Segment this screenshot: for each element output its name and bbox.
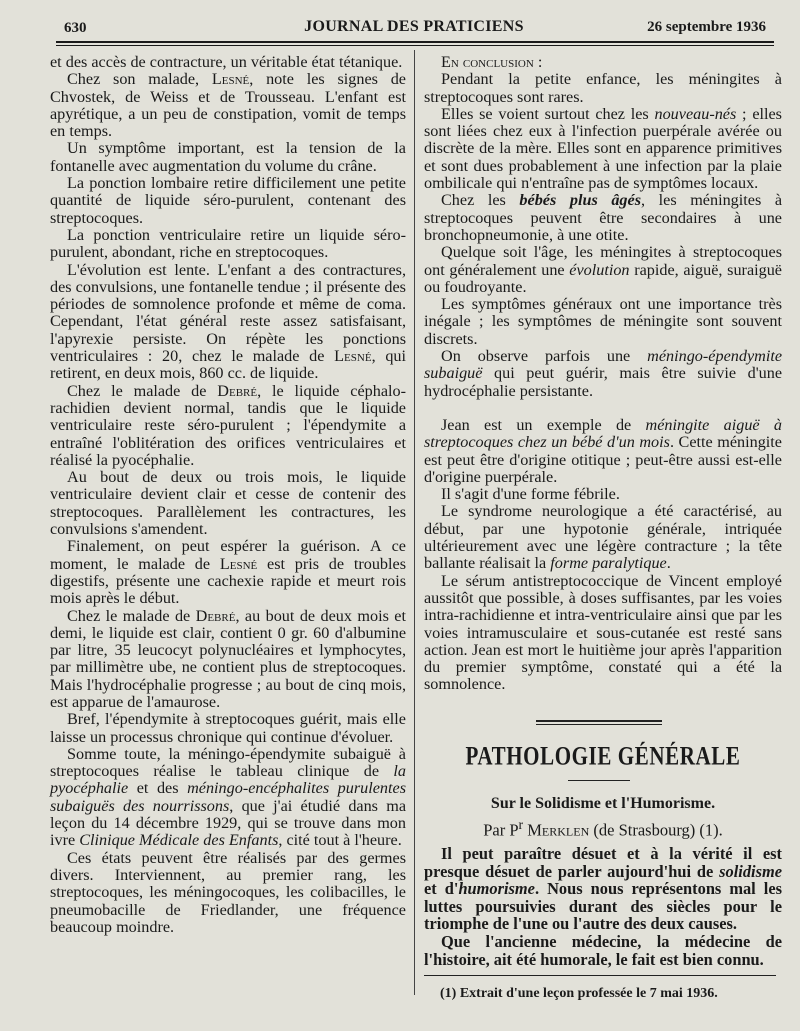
- conclusion-heading: En conclusion :: [441, 53, 543, 71]
- paragraph: Chez le malade de Debré, au bout de deux mois et demi, le liquide est clair, contient 0 gr. 60 d'albumine par litre, 35 leucocyt polynucléaires et lymphocytes, par millimètre ube, ne contient plus de streptocoques. Mais l'hydrocéphalie progresse ; au bout de cinq mois, est apparue de l'amaurose.: [50, 606, 406, 711]
- paragraph: Pendant la petite enfance, les méningites à streptocoques sont rares.: [424, 70, 782, 106]
- paragraph: Les symptômes généraux ont une importance très inégale ; les symptômes de méningite sont souvent discrets.: [424, 295, 782, 348]
- paragraph: L'évolution est lente. L'enfant a des contractures, des convulsions, une fontanelle tendue ; il présente des périodes de somnolence profonde et même de coma. Cependant, l'état général reste assez satisfaisant, l'apyrexie persiste. On répète les ponctions ventriculaires : 20, chez le malade de Lesné, qui retirent, en deux mois, 860 cc. de liquide.: [50, 260, 407, 383]
- journal-title: JOURNAL DES PRATICIENS: [304, 18, 524, 35]
- paragraph: Chez le malade de Debré, le liquide céphalo-rachidien devient normal, tandis que le liquide ventriculaire reste séro-purulent ; l'épendymite a entraîné l'oblitération des orifices ventriculaires et réalisé la pyocéphalie.: [50, 381, 406, 469]
- page-header: [58, 14, 770, 42]
- paragraph: Il peut paraître désuet et à la vérité il est presque désuet de parler aujourd'hui de solidisme et d'humorisme. Nous nous représentons mal les luttes poursuivies durant des siècles pour le triomphe de l'une ou l'autre des deux causes.: [424, 844, 782, 934]
- paragraph: Un symptôme important, est la tension de la fontanelle avec augmentation du volume du crâne.: [50, 139, 406, 175]
- paragraph: Il s'agit d'une forme fébrile.: [441, 485, 620, 504]
- author-name: Lesné: [334, 347, 372, 366]
- paragraph: La ponction lombaire retire difficilement une petite quantité de liquide séro-purulent, contenant des streptocoques.: [50, 174, 406, 227]
- paragraph: Chez les bébés plus âgés, les méningites à streptocoques peuvent être secondaires à une bronchopneumonie, à une otite.: [424, 191, 783, 244]
- author-name: Lesné: [211, 70, 250, 89]
- header-rule-thin: [56, 45, 774, 46]
- article-body: [424, 845, 782, 968]
- paragraph: Au bout de deux ou trois mois, le liquide ventriculaire devient clair et cesse de contenir des streptocoques. Parallèlement les contractures, les convulsions s'amendent.: [50, 468, 406, 539]
- paragraph: On observe parfois une méningo-épendymite subaiguë qui peut guérir, mais être suivie d'une hydrocéphalie persistante.: [424, 347, 782, 400]
- article-author: Par $P^r$ Merklen (de Strasbourg) (1).: [483, 817, 723, 840]
- paragraph: Elles se voient surtout chez les nouveau-nés ; elles sont liées chez eux à l'infection puerpérale avérée ou discrète de la mère. Elles sont en apparence primitives et sont dues probablement à une infection par la plaie ombilicale qui n'entraîne pas de symptômes locaux.: [424, 104, 782, 193]
- author-name: Debré: [217, 381, 258, 400]
- author-name: Debré: [195, 606, 236, 625]
- article-title: Sur le Solidisme et l'Humorisme.: [490, 795, 716, 812]
- header-rule: [56, 41, 774, 43]
- title-rule: [568, 780, 630, 781]
- paragraph: Ces états peuvent être réalisés par des germes divers. Interviennent, au premier rang, les streptocoques, les méningocoques, les colibacilles, le pneumobacille de Friedlander, une fréquence beaucoup moindre.: [50, 848, 406, 936]
- paragraph: Jean est un exemple de méningite aiguë à streptocoques chez un bébé d'un mois. Cette méningite est peut être d'origine otitique ; peut-être aussi est-elle d'origine puerpérale.: [424, 415, 782, 486]
- page-number: 630: [64, 20, 87, 36]
- section-title: PATHOLOGIE GÉNÉRALE: [465, 740, 741, 771]
- footnote: (1) Extrait d'une leçon professée le 7 mai 1936.: [440, 986, 718, 1001]
- column-divider: [414, 50, 415, 995]
- paragraph: Le syndrome neurologique a été caractérisé, au début, par une hypotonie générale, intriquée ultérieurement avec une légère contracture ; la tête ballante réalisait la forme paralytique.: [424, 502, 782, 573]
- section-rule: [536, 720, 662, 722]
- spacer: [424, 400, 782, 417]
- paragraph: Quelque soit l'âge, les méningites à streptocoques ont généralement une évolution rapide, aiguë, suraiguë ou foudroyante.: [424, 243, 782, 296]
- paragraph: Finalement, on peut espérer la guérison. A ce moment, le malade de Lesné est pris de troubles digestifs, présente une cachexie rapide et meurt rois mois après le début.: [50, 537, 406, 608]
- paragraph: et des accès de contracture, un véritable état tétanique.: [50, 53, 403, 71]
- paragraph: Le sérum antistreptococcique de Vincent employé aussitôt que possible, à doses suffisantes, par les voies intra-rachidienne et intra-ventriculaire ainsi que par les voies intramusculaire et sous-cutanée est resté sans action. Jean est mort le huitième jour après l'apparition du premier symptôme, constaté qui a été la somnolence.: [424, 571, 782, 694]
- left-column: [50, 54, 406, 936]
- issue-date: 26 septembre 1936: [647, 19, 766, 35]
- right-column: [424, 54, 782, 694]
- paragraph: Bref, l'épendymite à streptocoques guérit, mais elle laisse un processus chronique qui continue d'évoluer.: [50, 710, 406, 746]
- paragraph: Chez son malade, Lesné, note les signes de Chvostek, de Weiss et de Trousseau. L'enfant est apyrétique, a un peu de constipation, vomit de temps en temps.: [50, 70, 406, 141]
- paragraph: La ponction ventriculaire retire un liquide séro-purulent, abondant, riche en streptocoques.: [50, 225, 406, 262]
- author-name: Lesné: [219, 554, 258, 573]
- paragraph: Que l'ancienne médecine, la médecine de l'histoire, ait été humorale, le fait est bien connu.: [424, 931, 782, 969]
- section-rule-thin: [536, 724, 662, 725]
- paragraph: Somme toute, la méningo-épendymite subaiguë à streptocoques réalise le tableau clinique de la pyocéphalie et des méningo-encéphalites purulentes subaiguës des nourrissons, que j'ai étudié dans ma leçon du 14 décembre 1929, qui se trouve dans mon ivre Clinique Médicale des Enfants, cité tout à l'heure.: [50, 744, 407, 850]
- footnote-rule: [424, 975, 776, 976]
